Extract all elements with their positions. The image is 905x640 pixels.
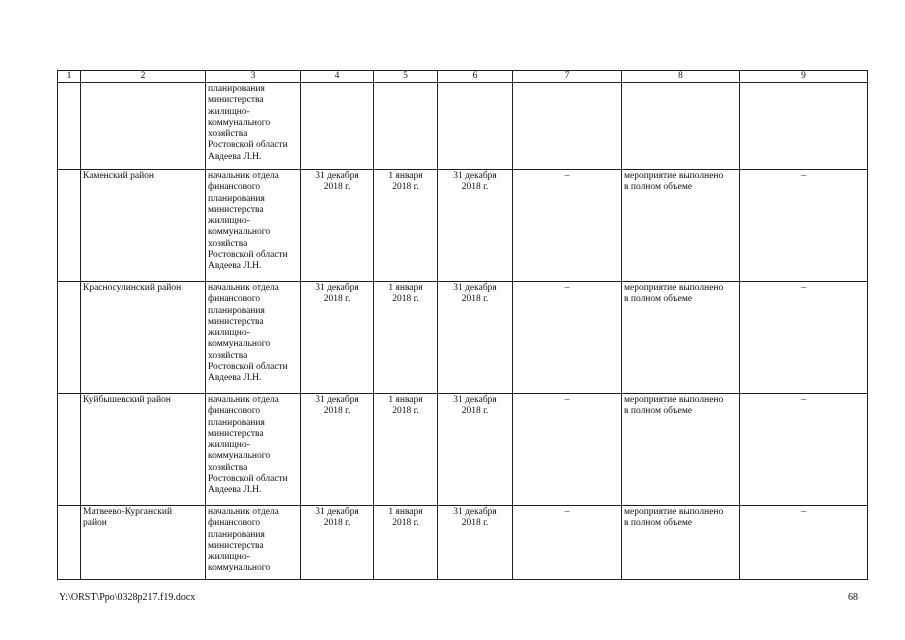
responsible-cell: планирования министерства жилищно- коммунального хозяйства Ростовской области Авдеева Л.Н. [206,83,301,170]
header-cell: 5 [374,71,438,83]
end-date-cell: 31 декабря 2018 г. [301,506,374,580]
actual-date-cell: 31 декабря 2018 г. [438,170,513,282]
col9-cell: – [740,170,868,282]
cell [438,83,513,170]
region-cell: Красносулинский район [81,282,206,394]
responsible-cell: начальник отдела финансового планирования министерства жилищно- коммунального хозяйства Ростовской области Авдеева Л.Н. [206,394,301,506]
col9-cell: – [740,506,868,580]
col9-cell: – [740,282,868,394]
cell [301,83,374,170]
cell [58,170,81,282]
footer-file-path: Y:\ORST\Ppo\0328p217.f19.docx [59,592,196,603]
result-cell: мероприятие выполнено в полном объеме [622,282,740,394]
col9-cell: – [740,394,868,506]
header-cell: 4 [301,71,374,83]
actual-date-cell: 31 декабря 2018 г. [438,506,513,580]
cell [58,282,81,394]
header-cell: 7 [513,71,622,83]
header-cell: 3 [206,71,301,83]
start-date-cell: 1 января 2018 г. [374,282,438,394]
cell [374,83,438,170]
responsible-cell: начальник отдела финансового планирования министерства жилищно- коммунального [206,506,301,580]
col7-cell: – [513,506,622,580]
region-cell: Матвеево-Курганский район [81,506,206,580]
cell [58,83,81,170]
table-header-row [58,71,868,83]
table-row [58,394,868,506]
cell [622,83,740,170]
footer-page-number: 68 [848,592,858,603]
end-date-cell: 31 декабря 2018 г. [301,394,374,506]
continuation-row [58,83,868,170]
col7-cell: – [513,282,622,394]
header-cell: 1 [58,71,81,83]
cell [740,83,868,170]
table-row [58,506,868,580]
cell [58,394,81,506]
header-cell: 6 [438,71,513,83]
region-cell: Куйбышевский район [81,394,206,506]
table-row [58,282,868,394]
end-date-cell: 31 декабря 2018 г. [301,282,374,394]
result-cell: мероприятие выполнено в полном объеме [622,506,740,580]
activities-table [57,70,868,580]
cell [513,83,622,170]
col7-cell: – [513,394,622,506]
header-cell: 2 [81,71,206,83]
result-cell: мероприятие выполнено в полном объеме [622,170,740,282]
start-date-cell: 1 января 2018 г. [374,170,438,282]
start-date-cell: 1 января 2018 г. [374,506,438,580]
start-date-cell: 1 января 2018 г. [374,394,438,506]
cell [81,83,206,170]
result-cell: мероприятие выполнено в полном объеме [622,394,740,506]
actual-date-cell: 31 декабря 2018 г. [438,394,513,506]
responsible-cell: начальник отдела финансового планирования министерства жилищно- коммунального хозяйства Ростовской области Авдеева Л.Н. [206,170,301,282]
actual-date-cell: 31 декабря 2018 г. [438,282,513,394]
cell [58,506,81,580]
end-date-cell: 31 декабря 2018 г. [301,170,374,282]
table-row [58,170,868,282]
header-cell: 9 [740,71,868,83]
responsible-cell: начальник отдела финансового планирования министерства жилищно- коммунального хозяйства Ростовской области Авдеева Л.Н. [206,282,301,394]
header-cell: 8 [622,71,740,83]
region-cell: Каменский район [81,170,206,282]
col7-cell: – [513,170,622,282]
